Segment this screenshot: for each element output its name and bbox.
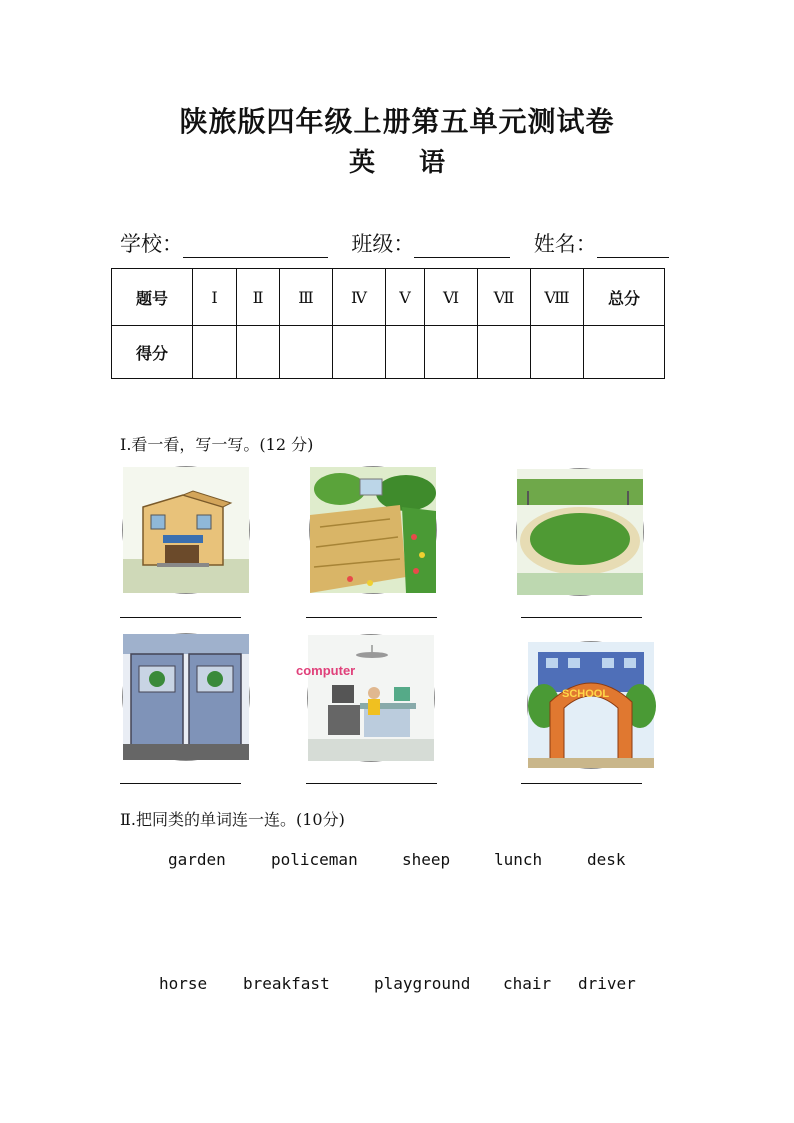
score-table — [111, 268, 665, 379]
library-icon — [122, 466, 250, 594]
table-cell: Ⅱ — [237, 269, 280, 326]
page-title: 陕旅版四年级上册第五单元测试卷 — [179, 105, 615, 138]
bottom-word[interactable]: horse — [159, 974, 208, 993]
bottom-word[interactable]: chair — [503, 974, 552, 993]
school-sign-text: SCHOOL — [562, 688, 610, 700]
top-word[interactable]: policeman — [271, 850, 358, 869]
table-cell: Ⅷ — [531, 269, 584, 326]
garden-icon — [309, 466, 437, 594]
school-gate-icon — [527, 641, 655, 769]
top-word[interactable]: garden — [168, 850, 226, 869]
table-cell: 总分 — [584, 269, 665, 326]
answer-blank-5[interactable] — [306, 783, 437, 784]
answer-blank-2[interactable] — [306, 617, 437, 618]
score-cell[interactable] — [333, 326, 386, 379]
bottom-word[interactable]: driver — [578, 974, 636, 993]
subject-char-1: 英 — [348, 148, 375, 178]
score-table-score-row — [112, 326, 665, 379]
subject-title — [0, 142, 794, 179]
table-cell: Ⅰ — [193, 269, 237, 326]
table-cell: Ⅴ — [386, 269, 425, 326]
student-info-row — [120, 228, 669, 258]
computer-label: computer — [296, 663, 356, 678]
school-field[interactable] — [183, 235, 328, 258]
name-label: 姓名： — [533, 232, 597, 256]
table-cell: 得分 — [112, 326, 193, 379]
table-cell: Ⅲ — [280, 269, 333, 326]
subject-char-2: 语 — [419, 148, 446, 178]
class-field[interactable] — [414, 235, 510, 258]
score-cell[interactable] — [584, 326, 665, 379]
answer-blank-6[interactable] — [521, 783, 642, 784]
name-field[interactable] — [597, 235, 669, 258]
score-cell[interactable] — [237, 326, 280, 379]
school-label: 学校： — [120, 232, 183, 256]
bottom-word[interactable]: breakfast — [243, 974, 330, 993]
top-word[interactable]: sheep — [402, 850, 451, 869]
top-word[interactable]: desk — [587, 850, 626, 869]
score-cell[interactable] — [386, 326, 425, 379]
score-cell[interactable] — [478, 326, 531, 379]
score-table-header-row — [112, 269, 665, 326]
playground-icon — [516, 468, 644, 596]
top-word[interactable]: lunch — [494, 850, 543, 869]
score-cell[interactable] — [193, 326, 237, 379]
score-cell[interactable] — [425, 326, 478, 379]
train-icon — [122, 633, 250, 761]
answer-blank-1[interactable] — [120, 617, 241, 618]
table-cell: Ⅵ — [425, 269, 478, 326]
score-cell[interactable] — [531, 326, 584, 379]
bottom-word[interactable]: playground — [374, 974, 471, 993]
class-label: 班级： — [351, 232, 415, 256]
table-cell: Ⅶ — [478, 269, 531, 326]
answer-blank-3[interactable] — [521, 617, 642, 618]
computer-room-icon — [296, 634, 435, 762]
answer-blank-4[interactable] — [120, 783, 241, 784]
section-1-heading: I.看一看，写一写。(12 分) — [120, 435, 314, 454]
score-cell[interactable] — [280, 326, 333, 379]
section-2-heading: Ⅱ.把同类的单词连一连。(10分) — [120, 810, 345, 829]
table-cell: 题号 — [112, 269, 193, 326]
table-cell: Ⅳ — [333, 269, 386, 326]
